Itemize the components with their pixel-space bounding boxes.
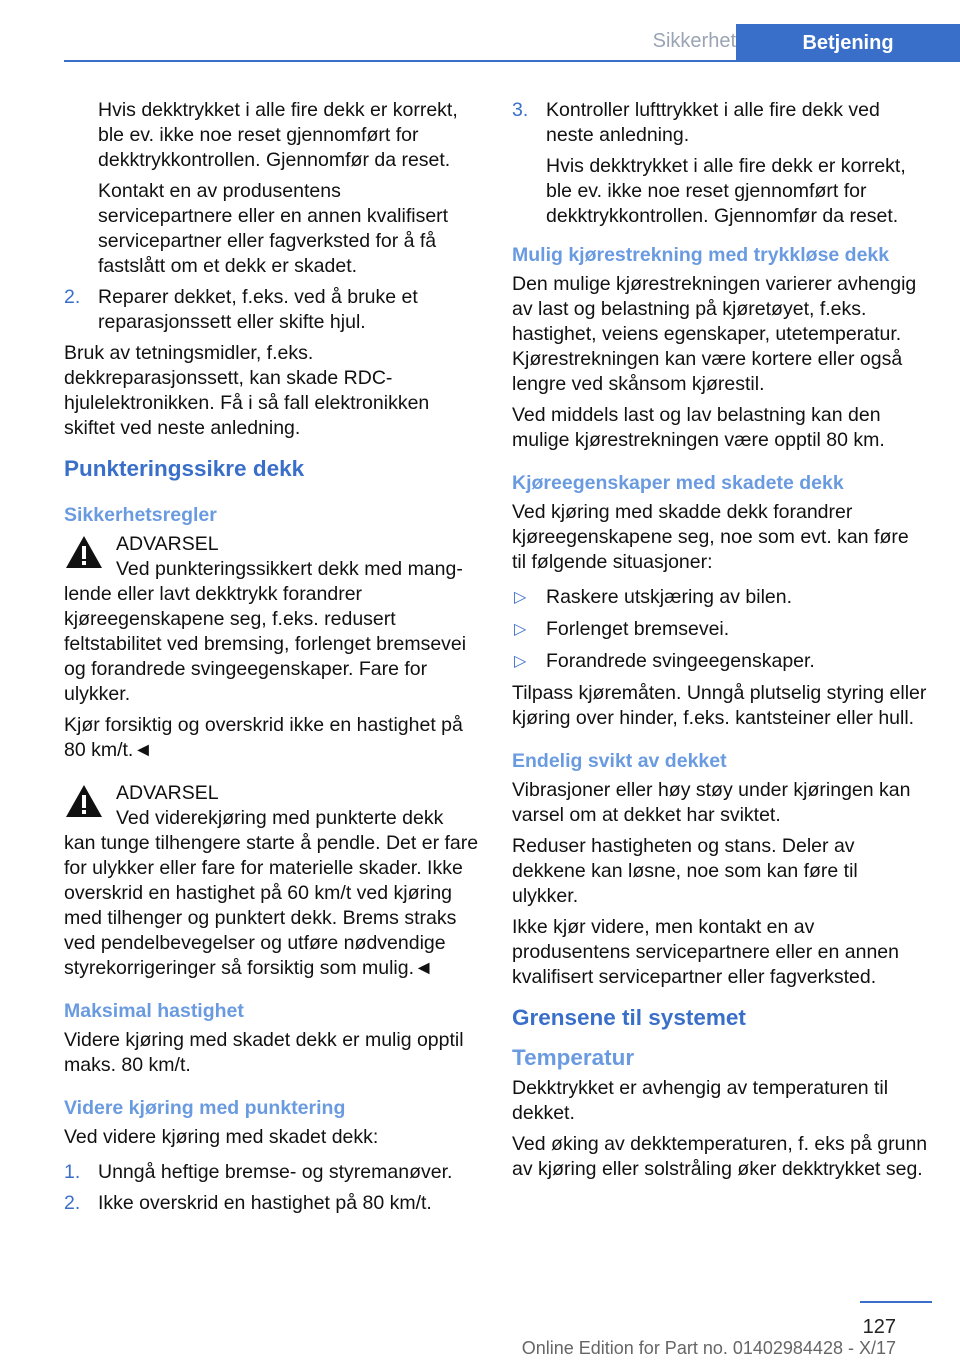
- list-number: 2.: [64, 286, 81, 308]
- paragraph: Kjør forsiktig og overskrid ikke en hastighet på 80 km/t.◄: [64, 714, 463, 761]
- warning-label: ADVARSEL: [116, 782, 219, 804]
- subheading-failure: Endelig svikt av dekket: [512, 750, 727, 772]
- subheading-temperature: Temperatur: [512, 1045, 635, 1070]
- paragraph: Den mulige kjørestrekningen varierer avhengig av last og belastning på kjøretøyet, f.eks. hastighet, veiens egenskaper, utetemperatur. Kjørestrekningen kan være kortere eller også lengre ved skånsom kjørestil.: [512, 273, 917, 395]
- paragraph: Reduser hastigheten og stans. Deler av dekkene kan løsne, noe som kan føre til ulykker.: [512, 835, 858, 907]
- paragraph: Kontakt en av produsentens servicepartnere eller en annen kvalifisert servicepartner eller fagverksted for å få fastslått om et dekk er skadet.: [98, 180, 449, 277]
- list-item: [512, 585, 928, 610]
- list-text: Raskere utskjæring av bilen.: [546, 586, 793, 608]
- paragraph: Dekktrykket er avhengig av temperaturen til dekket.: [512, 1077, 889, 1124]
- list-text: Forlenget bremsevei.: [546, 618, 730, 640]
- list-text: Reparer dekket, f.eks. ved å bruke et reparasjonssett eller skifte hjul.: [98, 286, 418, 333]
- subheading-continue: Videre kjøring med punktering: [64, 1097, 346, 1119]
- paragraph: Ved kjøring med skadde dekk forandrer kjøreegenskapene seg, noe som evt. kan føre til følgende situasjoner:: [512, 501, 909, 573]
- list-text: Kontroller lufttrykket i alle fire dekk ved neste anledning.: [546, 99, 880, 146]
- paragraph: Ved videre kjøring med skadet dekk:: [64, 1126, 379, 1148]
- bullet-triangle-icon: ▷: [514, 589, 527, 606]
- list-item: [512, 617, 928, 642]
- list-text: Forandrede svingeegenskaper.: [546, 650, 815, 672]
- warning-text: Ved viderekjøring med punkterte dekk: [116, 807, 444, 829]
- footer-edition: Online Edition for Part no. 01402984428 - X/17: [521, 1338, 896, 1358]
- section-heading-limits: Grensene til systemet: [512, 1005, 746, 1030]
- subheading-safety: Sikkerhetsregler: [64, 504, 217, 526]
- paragraph: Bruk av tetningsmidler, f.eks. dekkreparasjonssett, kan skade RDC-hjulelektronikken. Få i så fall elektronikken skiftet ved neste anledning.: [64, 342, 430, 439]
- right-column: [512, 98, 928, 1188]
- list-item: [512, 649, 928, 674]
- paragraph: Hvis dekktrykket i alle fire dekk er korrekt, ble ev. ikke noe reset gjennomført for dekktrykkontrollen. Gjennomfør da reset.: [546, 155, 906, 227]
- left-column: [64, 98, 480, 1222]
- warning-text: lende eller lavt dekktrykk forandrer kjøreegenskapene seg, f.eks. redusert feltstabilitet ved bremsing, forlenget bremsevei og forandrede svingeegenskaper. Fare for ulykker.: [64, 583, 467, 705]
- warning-block: [64, 781, 480, 981]
- subheading-handling: Kjøreegenskaper med skadete dekk: [512, 472, 844, 494]
- warning-block: [64, 532, 480, 707]
- paragraph: Vibrasjoner eller høy støy under kjøringen kan varsel om at dekket har sviktet.: [512, 779, 911, 826]
- list-number: 2.: [64, 1192, 81, 1214]
- page-header: [64, 24, 960, 62]
- list-number: 3.: [512, 99, 529, 121]
- tab-betjening[interactable]: Betjening: [736, 24, 960, 62]
- tab-sikkerhet[interactable]: Sikkerhet: [652, 30, 736, 52]
- list-text: Ikke overskrid en hastighet på 80 km/t.: [98, 1192, 432, 1214]
- list-item: [512, 98, 928, 148]
- warning-text: kan tunge tilhengere starte å pendle. Det er fare for ulykker eller fare for materielle skader. Ikke overskrid en hastighet på 60 km/t ved kjøring med tilhenger og punktert dekk. Brems straks ved pendelbevegelser og utføre nødvendige styrekorrigeringer så forsiktig som mulig.◄: [64, 832, 479, 979]
- paragraph: Videre kjøring med skadet dekk er mulig opptil maks. 80 km/t.: [64, 1029, 464, 1076]
- paragraph: Tilpass kjøremåten. Unngå plutselig styring eller kjøring over hinder, f.eks. kantsteiner eller hull.: [512, 682, 927, 729]
- warning-label: ADVARSEL: [116, 533, 219, 555]
- list-number: 1.: [64, 1161, 81, 1183]
- page-number: 127: [862, 1316, 896, 1338]
- section-heading-runflat: Punkteringssikre dekk: [64, 456, 305, 481]
- paragraph: Ikke kjør videre, men kontakt en av produsentens servicepartnere eller en annen kvalifisert servicepartner eller fagverksted.: [512, 916, 900, 988]
- paragraph: Ved middels last og lav belastning kan den mulige kjørestrekningen være opptil 80 km.: [512, 404, 885, 451]
- list-text: Unngå heftige bremse- og styremanøver.: [98, 1161, 453, 1183]
- header-rule: [64, 60, 960, 62]
- list-item: [64, 1160, 480, 1185]
- subheading-maxspeed: Maksimal hastighet: [64, 1000, 244, 1022]
- footer-rule: [860, 1301, 932, 1303]
- paragraph: Ved øking av dekktemperaturen, f. eks på grunn av kjøring eller solstråling øker dekktrykket seg.: [512, 1133, 928, 1180]
- bullet-triangle-icon: ▷: [514, 621, 527, 638]
- list-item: [64, 285, 480, 335]
- list-item: [64, 1191, 480, 1216]
- warning-triangle-icon: [64, 783, 104, 819]
- paragraph: Hvis dekktrykket i alle fire dekk er korrekt, ble ev. ikke noe reset gjennomført for dekktrykkontrollen. Gjennomfør da reset.: [98, 99, 458, 171]
- subheading-range: Mulig kjørestrekning med trykkløse dekk: [512, 244, 890, 266]
- warning-text: Ved punkteringssikkert dekk med mang-: [116, 558, 463, 580]
- bullet-triangle-icon: ▷: [514, 653, 527, 670]
- warning-triangle-icon: [64, 534, 104, 570]
